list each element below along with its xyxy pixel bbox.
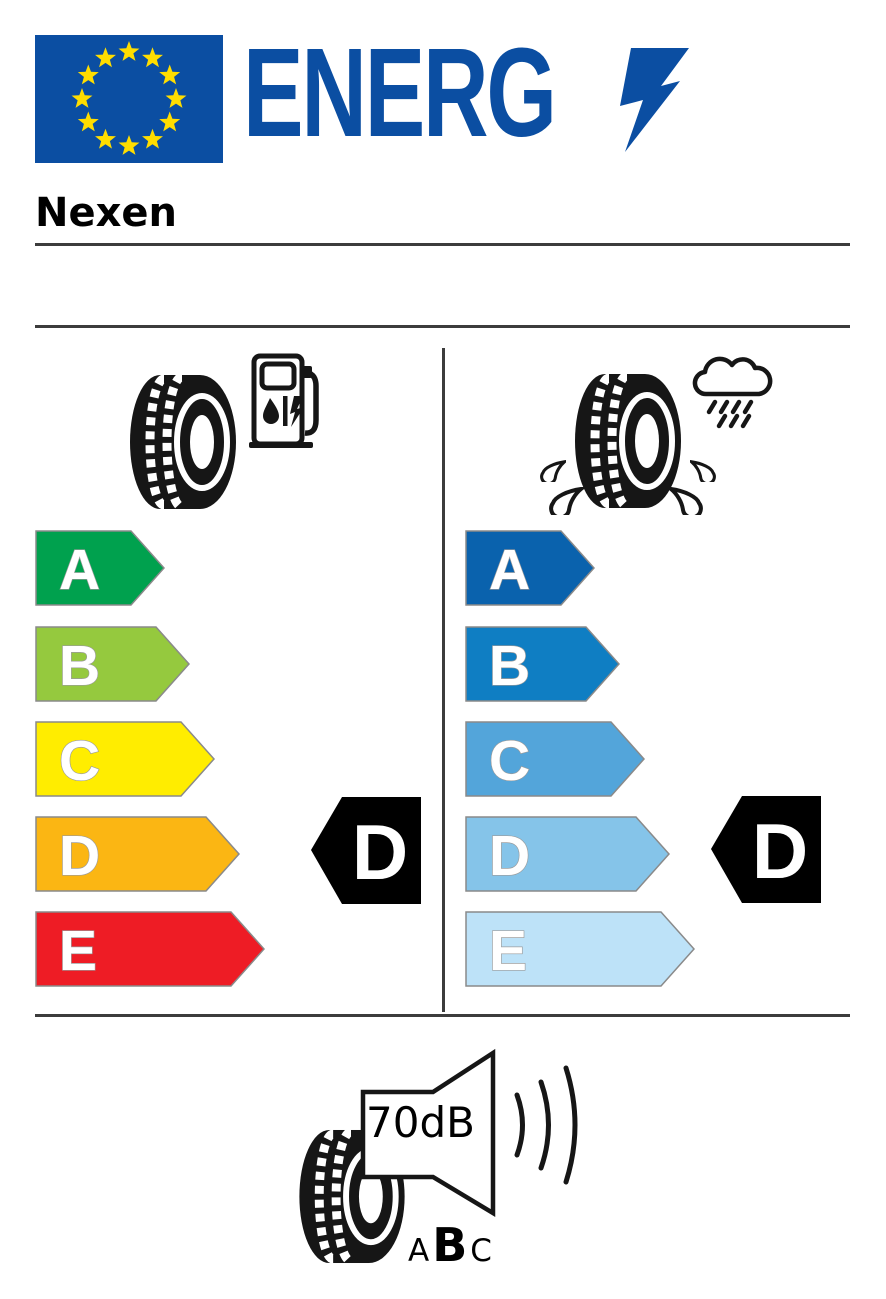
fuel-class-arrow-e — [35, 911, 265, 987]
fuel-rating-indicator — [310, 795, 423, 906]
wet-class-label: A — [489, 538, 531, 602]
noise-level-value: 70dB — [366, 1098, 475, 1147]
tire-icon — [573, 371, 683, 511]
fuel-class-label: A — [59, 538, 101, 602]
fuel-class-arrow-a — [35, 530, 165, 606]
fuel-class-label: E — [59, 919, 98, 983]
fuel-class-arrow-d — [35, 816, 240, 892]
divider-bottom — [35, 1014, 850, 1017]
fuel-rating-value: D — [351, 808, 409, 896]
fuel-class-arrow-b — [35, 626, 190, 702]
eu-flag-icon — [35, 35, 223, 163]
fuel-class-label: C — [59, 729, 101, 793]
noise-class-b-selected: B — [432, 1218, 468, 1272]
divider-top — [35, 243, 850, 246]
fuel-class-arrow-c — [35, 721, 215, 797]
wet-class-arrow-b — [465, 626, 620, 702]
tire-icon — [128, 373, 238, 511]
divider-middle — [35, 325, 850, 328]
wet-rating-indicator — [710, 794, 823, 905]
water-splash-icon — [540, 460, 566, 482]
wet-class-label: B — [489, 634, 531, 698]
noise-class-scale — [408, 1218, 492, 1272]
lightning-bolt-icon — [617, 48, 702, 152]
noise-class-c: C — [470, 1233, 492, 1269]
column-divider — [442, 348, 445, 1012]
water-splash-icon — [548, 487, 584, 515]
fuel-class-label: D — [59, 824, 101, 888]
brand-name: Nexen — [35, 190, 178, 236]
wet-class-arrow-a — [465, 530, 595, 606]
noise-class-a: A — [408, 1233, 430, 1269]
wet-class-label: E — [489, 919, 528, 983]
rain-cloud-icon — [685, 350, 779, 434]
water-splash-icon — [690, 460, 716, 482]
wet-class-arrow-c — [465, 721, 645, 797]
wet-class-arrow-e — [465, 911, 695, 987]
energ-logo-text: ENERG — [243, 22, 555, 163]
sound-waves-icon — [508, 1058, 598, 1192]
wet-rating-value: D — [751, 807, 809, 895]
fuel-class-label: B — [59, 634, 101, 698]
wet-class-arrow-d — [465, 816, 670, 892]
fuel-pump-icon — [248, 352, 320, 450]
water-splash-icon — [668, 487, 704, 515]
wet-class-label: D — [489, 824, 531, 888]
wet-class-label: C — [489, 729, 531, 793]
